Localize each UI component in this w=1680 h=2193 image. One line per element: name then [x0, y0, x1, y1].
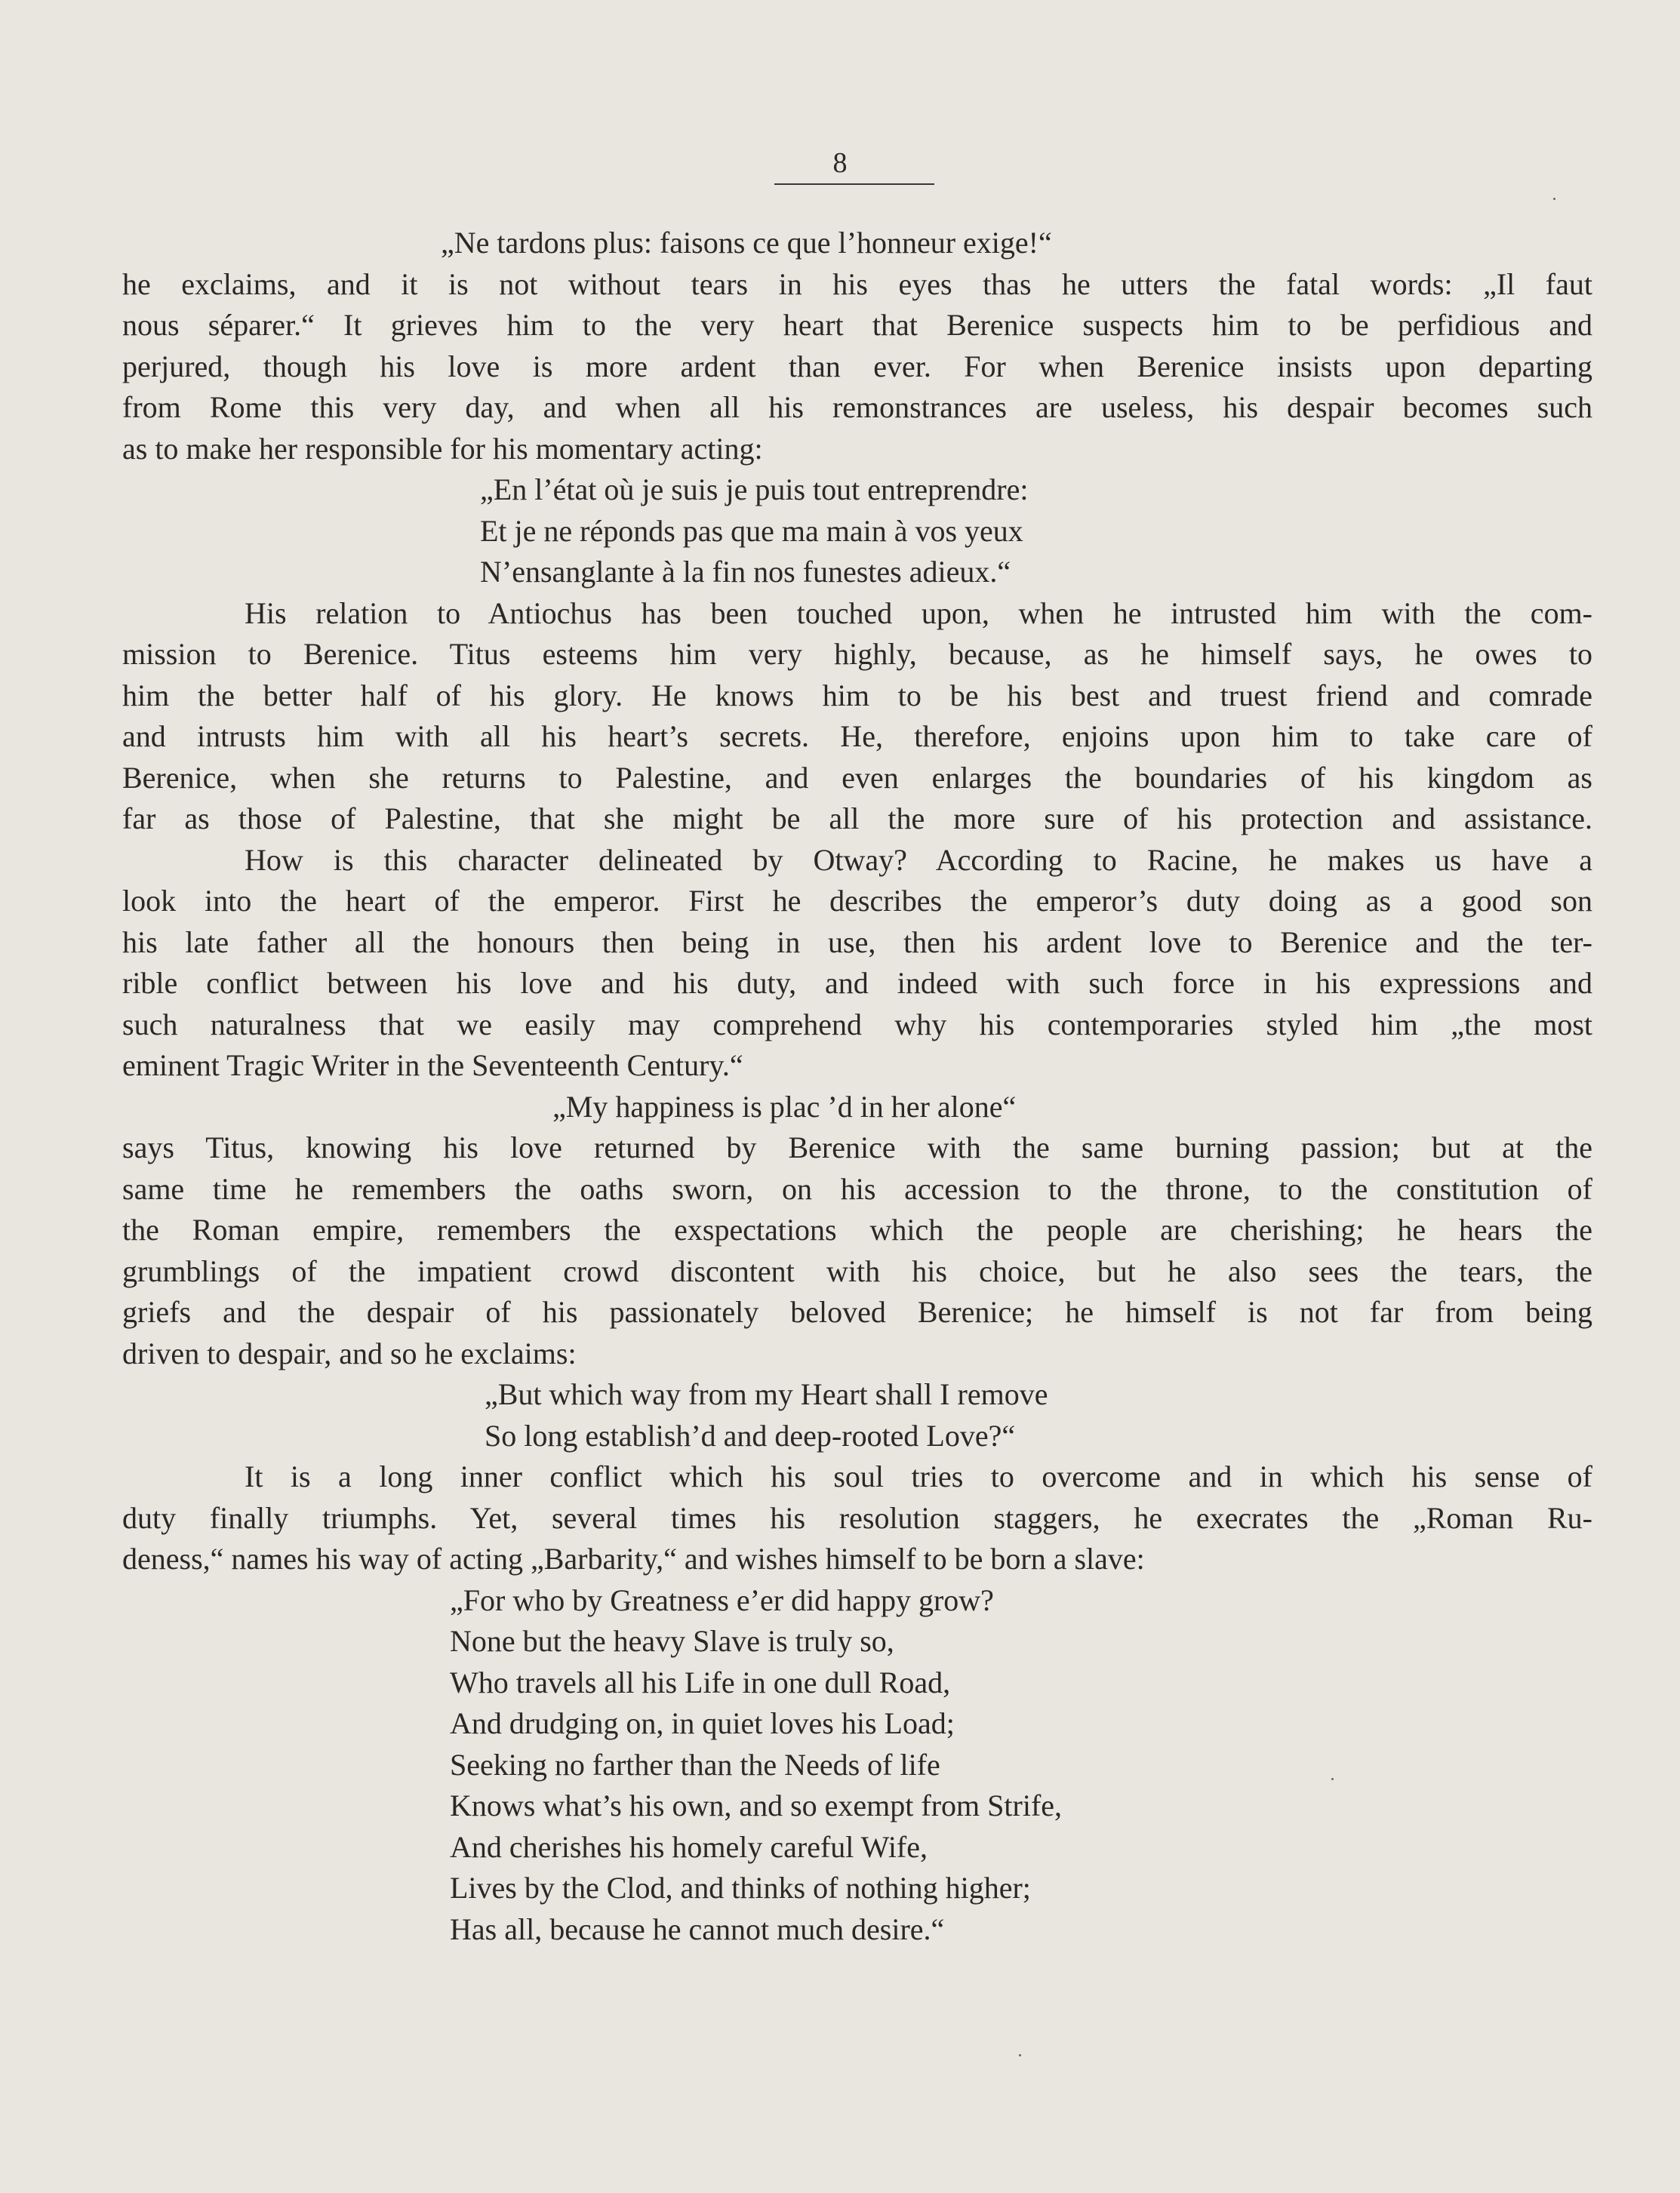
- text-line: It is a long inner conflict which his soul tries to overcome and in which his sense of: [245, 1459, 1592, 1493]
- verse-line: And cherishes his homely careful Wife,: [450, 1829, 928, 1864]
- text-line: perjured, though his love is more ardent than ever. For when Berenice insists upon departing: [122, 349, 1592, 383]
- paper-speck: [1331, 1778, 1334, 1780]
- body-text: [122, 223, 1592, 1950]
- text-line: griefs and the despair of his passionately beloved Berenice; he himself is not far from being: [122, 1295, 1592, 1329]
- verse-line: Et je ne réponds pas que ma main à vos yeux: [480, 513, 1023, 548]
- verse-line: „En l’état où je suis je puis tout entreprendre:: [480, 472, 1029, 506]
- text-line: as to make her responsible for his momentary acting:: [122, 431, 763, 466]
- text-line: look into the heart of the emperor. First he describes the emperor’s duty doing as a good son: [122, 884, 1592, 918]
- text-line: says Titus, knowing his love returned by Berenice with the same burning passion; but at the: [122, 1130, 1592, 1164]
- verse-line: Seeking no farther than the Needs of life: [450, 1747, 940, 1782]
- text-line: such naturalness that we easily may comprehend why his contemporaries styled him „the most: [122, 1007, 1592, 1041]
- text-line: driven to despair, and so he exclaims:: [122, 1336, 577, 1370]
- verse-line: Knows what’s his own, and so exempt from Strife,: [450, 1789, 1063, 1822]
- verse-line: Lives by the Clod, and thinks of nothing higher;: [450, 1871, 1031, 1905]
- text-line: far as those of Palestine, that she might be all the more sure of his protection and assistance.: [122, 801, 1592, 835]
- paper-speck: [1553, 198, 1555, 200]
- text-line: same time he remembers the oaths sworn, on his accession to the throne, to the constitution of: [122, 1171, 1592, 1206]
- page-number: 8: [832, 147, 848, 179]
- text-line: rible conflict between his love and his duty, and indeed with such force in his expressions and: [122, 966, 1592, 1000]
- text-line: he exclaims, and it is not without tears in his eyes thas he utters the fatal words: „Il faut: [122, 266, 1592, 301]
- verse-line: „My happiness is plac ’d in her alone“: [552, 1089, 1017, 1124]
- verse-line: N’ensanglante à la fin nos funestes adieux.“: [480, 555, 1011, 589]
- verse-line: Has all, because he cannot much desire.“: [450, 1912, 945, 1946]
- text-line: from Rome this very day, and when all his remonstrances are useless, his despair becomes such: [122, 390, 1592, 424]
- verse-line: None but the heavy Slave is truly so,: [450, 1624, 894, 1658]
- text-line: How is this character delineated by Otway? According to Racine, he makes us have a: [245, 842, 1592, 877]
- verse-line: „For who by Greatness e’er did happy grow?: [450, 1582, 994, 1617]
- header-rule: [774, 183, 934, 185]
- verse-line: So long establish’d and deep-rooted Love?“: [485, 1418, 1016, 1453]
- verse-line: Who travels all his Life in one dull Road,: [450, 1665, 951, 1699]
- text-line: the Roman empire, remembers the exspectations which the people are cherishing; he hears the: [122, 1213, 1592, 1247]
- text-line: His relation to Antiochus has been touched upon, when he intrusted him with the com-: [245, 595, 1592, 630]
- paper-speck: [1019, 2054, 1021, 2056]
- text-line: and intrusts him with all his heart’s secrets. He, therefore, enjoins upon him to take care of: [122, 719, 1592, 753]
- text-line: duty finally triumphs. Yet, several times his resolution staggers, he execrates the „Roman Ru-: [122, 1500, 1592, 1535]
- verse-line: „But which way from my Heart shall I remove: [485, 1377, 1048, 1411]
- text-line: him the better half of his glory. He knows him to be his best and truest friend and comrade: [122, 678, 1592, 712]
- text-line: grumblings of the impatient crowd discontent with his choice, but he also sees the tears, the: [122, 1253, 1592, 1288]
- text-line: his late father all the honours then being in use, then his ardent love to Berenice and the ter-: [122, 924, 1592, 959]
- text-line: eminent Tragic Writer in the Seventeenth Century.“: [122, 1048, 743, 1082]
- verse-line: And drudging on, in quiet loves his Load;: [450, 1706, 955, 1740]
- text-line: Berenice, when she returns to Palestine, and even enlarges the boundaries of his kingdom as: [122, 760, 1592, 795]
- verse-line: „Ne tardons plus: faisons ce que l’honneur exige!“: [441, 226, 1052, 260]
- text-line: mission to Berenice. Titus esteems him very highly, because, as he himself says, he owes to: [122, 637, 1592, 671]
- text-line: deness,“ names his way of acting „Barbarity,“ and wishes himself to be born a slave:: [122, 1542, 1145, 1576]
- text-line: nous séparer.“ It grieves him to the very heart that Berenice suspects him to be perfidious and: [122, 308, 1592, 342]
